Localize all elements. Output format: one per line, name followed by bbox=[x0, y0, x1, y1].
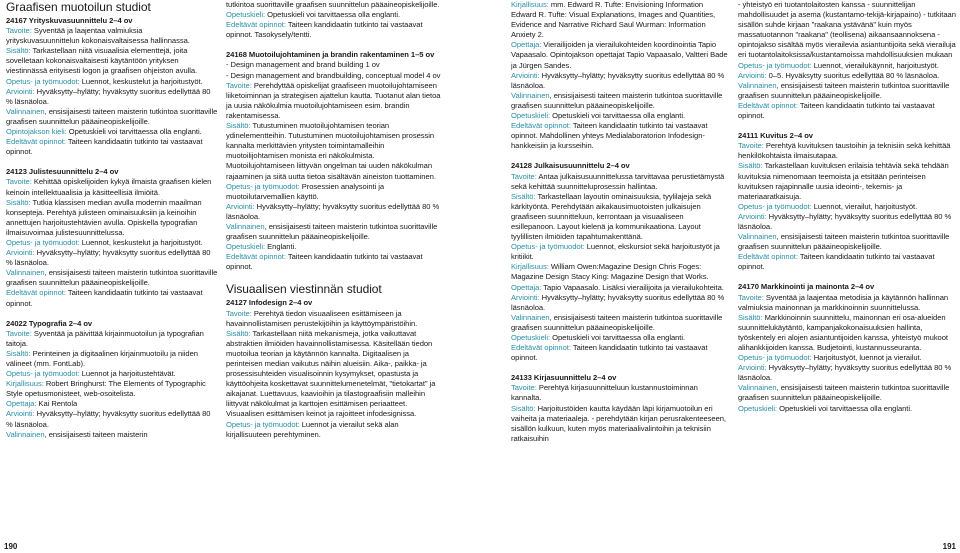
course-title: 24128 Julkaisusuunnittelu 2–4 ov bbox=[511, 161, 630, 171]
field-label: Opetuskieli: bbox=[738, 403, 778, 413]
field-text: Prosessien analysointi ja muotoilutarvemallien käyttö. bbox=[226, 181, 385, 201]
field-text: Taiteen kandidaatin tutkinto tai vastaavat opinnot. bbox=[6, 288, 203, 308]
field-text: tutkintoa suorittaville graafisen suunnittelun pääaineopiskelijoille. bbox=[226, 0, 440, 9]
field-label: Edeltävät opinnot: bbox=[511, 343, 571, 353]
course-field bbox=[511, 293, 729, 313]
course-entry bbox=[511, 161, 729, 363]
field-text: Vierailijoiden ja vierailukohteiden koordinointia Tapio Vapaasalo. Opintojakson opettajat Tapio Vapaasalo, Valtteri Bade ja Jürgen Sandes. bbox=[511, 40, 728, 70]
course-field bbox=[6, 107, 218, 127]
field-label: Opettaja: bbox=[511, 282, 542, 292]
field-label: Arviointi: bbox=[738, 70, 767, 80]
course-field bbox=[6, 268, 218, 288]
field-text: Tutkia klassisen median avulla modernin maailman konsepteja. Perehtyä julisteen ominaisuuksiin ja keinoihin annettujen harjoitustehtävien avulla. Opiskella typografian ilmaisuvoimaa julistesuunnittelussa. bbox=[6, 197, 202, 237]
field-label: Opintojakson kieli: bbox=[6, 127, 67, 137]
course-field bbox=[511, 262, 729, 282]
field-text: Taiteen kandidaatin tutkinto tai vastaavat opinnot. Tasokysely/tentti. bbox=[226, 20, 423, 40]
field-text: Tarkastellaan layoutin ominaisuuksia, tyylilajeja sekä kärkityöntä. Perehdytään aikakausimuotoisten julkaisujen graafiseen suunnitteluun, kerrontaan ja visuaaliseen esillepanoon. Layout kielenä ja kommunikaationa. Layout tyylillisten ilmiöiden tapahtumakenttänä. bbox=[511, 191, 712, 242]
field-label: Opetus- ja työmuodot: bbox=[226, 419, 300, 429]
field-text: Opetuskieli voi tarvittaessa olla englanti. bbox=[265, 10, 401, 20]
field-text: - Design management and brandbuilding, conceptual model 4 ov bbox=[226, 70, 441, 80]
field-text: Taiteen kandidaatin tutkinto tai vastaavat opinnot. bbox=[511, 343, 708, 363]
course-field bbox=[738, 161, 956, 201]
course-field bbox=[511, 91, 729, 111]
field-label: Edeltävät opinnot: bbox=[6, 288, 66, 298]
field-text: , ensisijaisesti taiteen maisterin bbox=[44, 429, 148, 439]
course-field bbox=[226, 121, 444, 182]
course-field bbox=[6, 127, 218, 137]
course-field bbox=[511, 121, 729, 151]
course-field bbox=[511, 192, 729, 242]
field-label: Arviointi: bbox=[226, 201, 255, 211]
field-label: Tavoite: bbox=[226, 308, 252, 318]
field-label: Valinnainen bbox=[738, 383, 777, 393]
field-text: Tarkastellaan niitä mekanismeja, jotka vaikuttavat abstraktien ilmiöiden havainnollistamisessa. Käsitellään tiedon muotoilua teorian ja käytännön kannalta. Digitaalisen ja perinteisen median vaikutus näihin alueisiin. Aika-, paikka- ja prosessisuhteiden visualisoinnin kysymykset, opastusta ja käyttöohjeita koskettavat suunnittelumenetelmät, "tietokartat" ja aikajanat. Luettavuus, kaavioihin ja tilastograafisiin malleihin liittyvät näkökulmat ja karttojen esittämisen periaatteet. Visuaalisen esittämisen keinot ja rajoitteet infodesignissa. bbox=[226, 328, 436, 419]
course-field bbox=[511, 111, 729, 121]
field-text: Taiteen kandidaatin tutkinto tai vastaavat opinnot. bbox=[226, 252, 423, 272]
course-field bbox=[226, 0, 444, 10]
field-label: Valinnainen bbox=[6, 106, 45, 116]
course-field bbox=[226, 60, 444, 70]
course-field bbox=[738, 61, 956, 71]
course-entry bbox=[226, 298, 444, 439]
field-label: Sisältö: bbox=[738, 312, 763, 322]
course-field bbox=[511, 333, 729, 343]
field-label: Arviointi: bbox=[738, 211, 767, 221]
course-field bbox=[226, 242, 444, 252]
page-number-right: 191 bbox=[942, 542, 956, 551]
field-text: Perehtyä kuvituksen taustoihin ja teknisiin sekä kehittää henkilökohtaista ilmaisutapaa. bbox=[738, 141, 951, 161]
course-entry bbox=[511, 373, 729, 444]
field-text: Harjoitustöiden kautta käydään läpi kirjamuotoilun eri vaiheita ja materiaaleja. - perehdytään kirjan perusrakenteeseen, sisällön kulkuun, kuten myös materiaalivalintoihin ja teknisiin ratkaisuihin bbox=[511, 403, 726, 443]
course-field bbox=[511, 383, 729, 403]
field-label: Valinnainen bbox=[6, 268, 45, 278]
course-field bbox=[6, 409, 218, 429]
field-label: Edeltävät opinnot: bbox=[511, 121, 571, 131]
course-field bbox=[738, 202, 956, 212]
field-text: Taiteen kandidaatin tutkinto tai vastaavat opinnot. bbox=[738, 100, 935, 121]
field-text: Robert Bringhurst: The Elements of Typographic Style opetusmonisteet, web-osoitelista. bbox=[6, 379, 206, 399]
course-field bbox=[738, 141, 956, 161]
field-text: Syventää ja laajentaa metodisia ja käytännön hallinnan valmiuksia mainonnan ja markkinoinnin suunnittelussa. bbox=[738, 292, 949, 312]
course-field bbox=[738, 0, 956, 61]
field-text: , ensisijaisesti taiteen maisterin tutkintoa suorittaville graafisen suunnittelun pääaineopiskelijoille. bbox=[738, 80, 950, 100]
field-label: Arviointi: bbox=[6, 248, 35, 258]
field-text: Hyväksytty–hylätty; hyväksytty suoritus edellyttää 80 % läsnäoloa. bbox=[738, 363, 952, 383]
course-field bbox=[511, 313, 729, 333]
course-field bbox=[6, 177, 218, 197]
course-field bbox=[226, 420, 444, 440]
field-label: Sisältö: bbox=[6, 46, 31, 56]
course-field bbox=[6, 379, 218, 399]
section-heading: Graafisen muotoilun studiot bbox=[6, 0, 151, 14]
field-label: Opetus- ja työmuodot: bbox=[738, 60, 812, 70]
field-label: Opettaja: bbox=[511, 40, 542, 50]
course-field bbox=[511, 404, 729, 444]
course-entry bbox=[6, 167, 218, 308]
column-4 bbox=[738, 0, 956, 540]
course-field bbox=[738, 232, 956, 252]
field-label: Arviointi: bbox=[6, 409, 35, 419]
course-title: 24127 Infodesign 2–4 ov bbox=[226, 298, 313, 308]
field-text: Antaa julkaisusuunnittelussa tarvittavaa perustietämystä sekä kehittää suunnitteluprosessin hallintaa. bbox=[511, 171, 725, 191]
field-label: Valinnainen bbox=[511, 312, 550, 322]
course-field bbox=[226, 71, 444, 81]
field-label: Tavoite: bbox=[226, 80, 252, 90]
course-field bbox=[226, 309, 444, 329]
column-3 bbox=[511, 0, 729, 540]
course-field bbox=[6, 349, 218, 369]
course-field bbox=[6, 369, 218, 379]
course-field bbox=[6, 329, 218, 349]
course-field bbox=[226, 10, 444, 20]
field-text: Harjoitustyöt, luennot ja vierailut. bbox=[811, 353, 922, 363]
field-text: , ensisijaisesti taiteen maisterin tutkintoa suorittaville graafisen suunnittelun pääaineopiskelijoille. bbox=[511, 90, 723, 110]
course-field bbox=[6, 430, 218, 440]
field-text: Tarkastellaan kuvituksen erilaisia tehtäviä sekä tehdään kuvituksia nimenomaan teemoista ja etsitään perinteisen kuvituksen rajapinnalle uusia ideointi-, tekemis- ja materiaaratkaisuja. bbox=[738, 161, 949, 201]
field-label: Opetuskieli: bbox=[226, 242, 266, 252]
page-number-left: 190 bbox=[4, 542, 18, 551]
field-label: Opetuskieli: bbox=[226, 10, 266, 20]
course-field bbox=[511, 172, 729, 192]
field-label: Tavoite: bbox=[6, 177, 32, 187]
course-field bbox=[6, 399, 218, 409]
field-text: Hyväksytty–hylätty; hyväksytty suoritus edellyttää 80 % läsnäoloa. bbox=[6, 86, 211, 106]
course-field bbox=[226, 81, 444, 121]
field-label: Tavoite: bbox=[511, 171, 537, 181]
field-label: Sisältö: bbox=[226, 121, 251, 131]
field-text: - Design management and brand building 1 ov bbox=[226, 60, 380, 70]
course-field bbox=[738, 212, 956, 232]
field-text: Luennot, keskustelut ja harjoitustyöt. bbox=[79, 76, 203, 86]
field-text: , ensisijaisesti taiteen maisterin tutkintoa suorittaville graafisen suunnittelun pääaineopiskelijoille. bbox=[6, 268, 218, 288]
course-field bbox=[738, 81, 956, 101]
field-text: Hyväksytty–hylätty; hyväksytty suoritus edellyttää 80 % läsnäoloa. bbox=[738, 211, 952, 231]
field-label: Edeltävät opinnot: bbox=[738, 252, 798, 262]
course-field bbox=[738, 404, 956, 414]
course-title: 24167 Yrityskuvasuunnittelu 2–4 ov bbox=[6, 16, 133, 25]
field-label: Sisältö: bbox=[226, 328, 251, 338]
field-label: Valinnainen bbox=[511, 90, 550, 100]
course-field bbox=[738, 71, 956, 81]
field-label: Opetus- ja työmuodot: bbox=[6, 369, 80, 379]
field-label: Opetus- ja työmuodot: bbox=[6, 76, 80, 86]
field-text: Markkinoinnin suunnittelu, mainonnan eri osa-alueiden suunnittelukäytäntö, kampanjakokonaisuuksien hallinta, työskentely eri alojen asiantuntijoiden kanssa, yhteistyö mukoot alihankkijoiden kanssa. Budjetointi, kustannusseuranta. bbox=[738, 312, 948, 352]
course-title: 24123 Julistesuunnittelu 2–4 ov bbox=[6, 167, 119, 177]
course-field bbox=[738, 293, 956, 313]
field-label: Tavoite: bbox=[738, 141, 764, 151]
field-text: Taiteen kandidaatin tutkinto tai vastaavat opinnot. bbox=[738, 252, 935, 272]
course-field bbox=[226, 182, 444, 202]
field-label: Opettaja: bbox=[6, 399, 37, 409]
field-text: Luennot, vierailut, harjoitustyöt. bbox=[811, 201, 918, 211]
course-field bbox=[738, 363, 956, 383]
course-field bbox=[6, 238, 218, 248]
field-label: Tavoite: bbox=[511, 383, 537, 393]
course-field bbox=[511, 242, 729, 262]
course-field bbox=[6, 137, 218, 157]
field-text: Luennot ja vierailut sekä alan kirjallisuuteen perehtyminen. bbox=[226, 419, 399, 439]
continued-text bbox=[511, 0, 729, 151]
field-text: Perehtyä tiedon visuaaliseen esittämiseen ja havainnollistamisen perustekijöihin ja käyttöympäristöihin. bbox=[226, 308, 418, 328]
course-entry bbox=[226, 50, 444, 272]
field-label: Edeltävät opinnot: bbox=[226, 20, 286, 30]
field-text: Hyväksytty–hylätty; hyväksytty suoritus edellyttää 80 % läsnäoloa. bbox=[6, 409, 211, 429]
course-field bbox=[738, 383, 956, 403]
course-field bbox=[511, 283, 729, 293]
course-field bbox=[511, 0, 729, 40]
field-text: Tapio Vapaasalo. Lisäksi vierailijoita ja vierailukohteita. bbox=[541, 282, 724, 292]
field-text: Taiteen kandidaatin tutkinto tai vastaavat opinnot. bbox=[6, 137, 203, 157]
field-label: Valinnainen bbox=[226, 221, 265, 231]
field-label: Opetuskieli: bbox=[511, 333, 551, 342]
field-label: Sisältö: bbox=[738, 161, 763, 171]
column-1 bbox=[6, 0, 218, 540]
continued-text bbox=[226, 0, 444, 40]
field-label: Tavoite: bbox=[6, 26, 32, 36]
field-text: , ensisijaisesti taiteen maisterin tutkintoa suorittaville graafisen suunnittelun pääaineopiskelijoille. bbox=[738, 383, 950, 403]
field-text: Perehtyä kirjasuunnitteluun kustannustoiminnan kannalta. bbox=[511, 383, 698, 403]
course-field bbox=[226, 222, 444, 242]
course-title: 24170 Markkinointi ja mainonta 2–4 ov bbox=[738, 282, 875, 292]
field-label: Arviointi: bbox=[738, 363, 767, 373]
field-text: Luennot, ekskursiot sekä harjoitustyöt ja kritiikit. bbox=[511, 242, 720, 262]
field-text: Hyväksytty–hylätty; hyväksytty suoritus edellyttää 80 % läsnäoloa. bbox=[226, 201, 440, 221]
field-label: Tavoite: bbox=[6, 328, 32, 338]
field-label: Valinnainen bbox=[6, 429, 45, 439]
course-field bbox=[6, 46, 218, 76]
field-text: Syventää ja laajentaa valmiuksia yrityskuvasuunnittelun kokonaisvaltaisessa hallinnassa. bbox=[6, 26, 190, 46]
field-text: Englanti. bbox=[265, 242, 297, 252]
field-label: Opetuskieli: bbox=[511, 111, 551, 121]
field-text: Tarkastellaan niitä visuaalisia elementtejä, joita sovelletaan kokonaisvaltaisesti käytäntöön yrityksen viestinnässä erityisesti logon ja graafisen ohjeiston avulla. bbox=[6, 46, 198, 76]
field-label: Valinnainen bbox=[738, 80, 777, 90]
field-text: Opetuskieli voi tarvittaessa olla englanti. bbox=[550, 333, 686, 342]
course-field bbox=[226, 329, 444, 420]
field-label: Tavoite: bbox=[738, 292, 764, 302]
field-label: Edeltävät opinnot: bbox=[226, 252, 286, 262]
field-text: Hyväksytty–hylätty; hyväksytty suoritus edellyttää 80 % läsnäoloa. bbox=[6, 248, 211, 268]
field-text: Kehittää opiskelijoiden kykyä ilmaista graafisen kielen keinoin intellektuaalisia ja käsitteellisiä ilmiöitä. bbox=[6, 177, 212, 197]
course-field bbox=[226, 20, 444, 40]
field-text: mm. Edward R. Tufte: Envisioning Information Edward R. Tufte: Visual Explanations, Images and Quantities, Evidence and Narrative Richard Saul Wurman: Information Anxiety 2. bbox=[511, 0, 716, 40]
continued-text bbox=[738, 0, 956, 121]
field-text: - yhteistyö eri tuotantolaitosten kanssa - suunnittelijan mahdollisuudet ja asema (kustantamo-tekijä-kirjapaino) - tutkitaan sisällön suhde kirjaan "raakana ystävänä" kuin myös massatuotannon "raakana" (teollisena) aikaansaannoksena - opintojakso sisältää myös vierailevia asiantuntijoita sekä vierailuja eri tuotantolaitoksissa/kustantamoissa mahdollisuuksien mukaan bbox=[738, 0, 956, 60]
field-label: Kirjallisuus: bbox=[511, 262, 549, 272]
field-label: Edeltävät opinnot: bbox=[738, 100, 798, 110]
field-label: Edeltävät opinnot: bbox=[6, 137, 66, 147]
course-entry bbox=[6, 319, 218, 440]
field-text: Luennot, vierailukäynnit, harjoitustyöt. bbox=[811, 60, 939, 70]
field-text: Perinteinen ja digitaalinen kirjainmuotoilu ja niiden välineet (mm. FontLab). bbox=[6, 348, 198, 368]
course-entry bbox=[6, 16, 218, 157]
field-label: Opetus- ja työmuodot: bbox=[738, 201, 812, 211]
course-field bbox=[511, 71, 729, 91]
course-title: 24111 Kuvitus 2–4 ov bbox=[738, 131, 813, 141]
field-text: Kai Rentola bbox=[36, 399, 78, 409]
field-label: Sisältö: bbox=[511, 403, 536, 413]
field-text: William Owen:Magazine Design Chris Foges: Magazine Design Stacy King: Magazine Design that Works. bbox=[511, 262, 709, 282]
course-field bbox=[226, 252, 444, 272]
field-label: Opetus- ja työmuodot: bbox=[511, 242, 585, 252]
field-text: Opetuskieli voi tarvittaessa olla englanti. bbox=[777, 403, 913, 413]
field-text: 0–5. Hyväksytty suoritus edellyttää 80 % läsnäoloa. bbox=[766, 70, 940, 80]
course-field bbox=[226, 202, 444, 222]
field-label: Opetus- ja työmuodot: bbox=[738, 353, 812, 363]
course-field bbox=[6, 87, 218, 107]
field-label: Arviointi: bbox=[511, 70, 540, 80]
field-text: , ensisijaisesti taiteen maisterin tutkintoa suorittaville graafisen suunnittelun pääaineopiskelijoille. bbox=[738, 232, 950, 252]
field-text: Hyväksytty–hylätty; hyväksytty suoritus edellyttää 80 % läsnäoloa. bbox=[511, 292, 725, 312]
field-label: Opetus- ja työmuodot: bbox=[226, 181, 300, 191]
field-label: Arviointi: bbox=[511, 292, 540, 302]
field-label: Kirjallisuus: bbox=[511, 0, 549, 9]
field-text: , ensisijaisesti taiteen maisterin tutkintoa suorittaville graafisen suunnittelun pääaineopiskelijoille. bbox=[511, 312, 723, 332]
section-heading: Visuaalisen viestinnän studiot bbox=[226, 282, 382, 297]
course-field bbox=[6, 198, 218, 238]
field-text: Taiteen kandidaatin tutkinto tai vastaavat opinnot. Mahdollinen yhteys Medialaboratorion Infodesign-hankkeisiin ja kursseihin. bbox=[511, 121, 708, 151]
column-2 bbox=[226, 0, 444, 540]
field-label: Arviointi: bbox=[6, 86, 35, 96]
course-field bbox=[6, 288, 218, 308]
field-text: Luennot ja harjoitustehtävät. bbox=[79, 369, 176, 379]
course-field bbox=[6, 248, 218, 268]
field-text: Tutustuminen muotoilujohtamisen teorian ydinelementteihin. Tutustuminen muotoilujohtamisen prosessin kannalta merkittävien yritysten toimintamalleihin muotoilijohtamisen monista eri näkökulmista. Muotoilujohtamiseen liittyvän ongelman tai uuden näkökulman rajaaminen ja siitä uutta tietoa sisältävän aineiston tuottaminen. bbox=[226, 121, 436, 181]
course-entry bbox=[738, 131, 956, 272]
field-text: Hyväksytty–hylätty; hyväksytty suoritus edellyttää 80 % läsnäoloa. bbox=[511, 70, 725, 90]
field-text: Syventää ja päivittää kirjainmuotoilun ja typografian taitoja. bbox=[6, 328, 204, 348]
course-field bbox=[511, 343, 729, 363]
course-field bbox=[6, 26, 218, 46]
course-title: 24168 Muotoilujohtaminen ja brandin rakentaminen 1–5 ov bbox=[226, 50, 435, 60]
field-text: , ensisijaisesti taiteen maisterin tutkintoa suorittaville graafisen suunnittelun pääaineopiskelijoille. bbox=[226, 221, 438, 242]
course-entry bbox=[738, 282, 956, 413]
field-text: Opetuskieli voi tarvittaessa olla englanti. bbox=[66, 127, 202, 137]
course-title: 24022 Typografia 2–4 ov bbox=[6, 318, 93, 328]
field-label: Sisältö: bbox=[6, 348, 31, 358]
field-text: , ensisijaisesti taiteen maisterin tutkintoa suorittaville graafisen suunnittelun pääaineopiskelijoille. bbox=[6, 106, 218, 126]
field-text: Perehdyttää opiskelijat graafiseen muotoilujohtamiseen liiketoiminnan ja strategisen ajattelun kautta. Tuotanut alan tietoa ja uusia näkökulmia muotoilujohtamiseen esim. brandin rakentamisessa. bbox=[226, 80, 441, 120]
field-text: Opetuskieli voi tarvittaessa olla englanti. bbox=[550, 111, 686, 121]
course-field bbox=[738, 101, 956, 121]
course-field bbox=[738, 313, 956, 353]
course-field bbox=[738, 353, 956, 363]
field-label: Sisältö: bbox=[511, 191, 536, 201]
course-field bbox=[511, 40, 729, 70]
course-title: 24133 Kirjasuunnittelu 2–4 ov bbox=[511, 373, 617, 383]
course-field bbox=[738, 252, 956, 272]
field-label: Sisältö: bbox=[6, 197, 31, 207]
field-label: Opetus- ja työmuodot: bbox=[6, 237, 80, 247]
field-label: Valinnainen bbox=[738, 232, 777, 242]
field-text: Luennot, keskustelut ja harjoitustyöt. bbox=[79, 237, 203, 247]
course-field bbox=[6, 77, 218, 87]
field-label: Kirjallisuus: bbox=[6, 379, 44, 389]
